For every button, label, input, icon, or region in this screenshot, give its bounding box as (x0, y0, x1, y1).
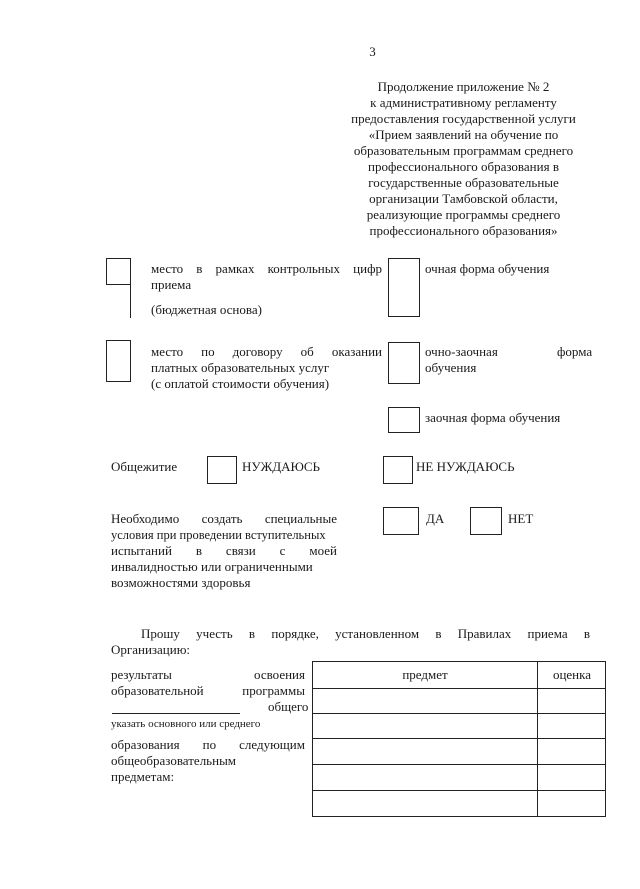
full-time-label: очная форма обучения (425, 261, 550, 276)
paid-label: место по договору об оказании (151, 344, 382, 359)
special-conditions-text-4: инвалидностью или ограниченными (111, 559, 313, 574)
budget-checkbox[interactable] (106, 258, 131, 285)
subjects-table (312, 661, 606, 817)
results-text-5: общеобразовательным (111, 753, 237, 768)
special-conditions-text-2: условия при проведении вступительных (111, 528, 326, 542)
special-no-checkbox[interactable] (470, 507, 502, 535)
level-blank-line[interactable] (112, 713, 240, 714)
special-conditions-text-5: возможностями здоровья (111, 575, 251, 590)
dormitory-need-label: НУЖДАЮСЬ (242, 459, 320, 474)
budget-note: (бюджетная основа) (151, 302, 262, 317)
header-line: Продолжение приложение № 2 (377, 79, 550, 94)
results-text-1: результаты освоения (111, 667, 305, 682)
header-line: профессионального образования в (368, 159, 559, 174)
extramural-checkbox[interactable] (388, 407, 420, 433)
appendix-header (320, 79, 607, 239)
special-no-label: НЕТ (508, 511, 534, 526)
table-row (313, 738, 605, 764)
budget-label: место в рамках контрольных цифр (151, 261, 382, 276)
header-line: к административному регламенту (370, 95, 557, 110)
part-time-label: очно-заочная (425, 344, 498, 359)
special-yes-label: ДА (426, 511, 445, 526)
results-text-2: образовательной программы (111, 683, 305, 698)
budget-checkbox-line (130, 284, 131, 318)
paid-note: (с оплатой стоимости обучения) (151, 376, 330, 391)
full-time-checkbox-extension (388, 285, 420, 317)
dormitory-no-need-label: НЕ НУЖДАЮСЬ (416, 459, 515, 474)
full-time-checkbox[interactable] (388, 258, 420, 286)
table-row (313, 688, 605, 714)
special-conditions-text: Необходимо создать специальные (111, 511, 337, 526)
header-line: государственные образовательные (368, 175, 559, 190)
table-row (313, 713, 605, 739)
subject-column-header: предмет (402, 667, 448, 682)
header-line: предоставления государственной услуги (351, 111, 576, 126)
table-row (313, 790, 605, 817)
results-text-3: общего (268, 699, 309, 714)
special-yes-checkbox[interactable] (383, 507, 419, 535)
level-hint: указать основного или среднего (111, 718, 261, 730)
paid-checkbox[interactable] (106, 340, 131, 382)
paid-label-cont: платных образовательных услуг (151, 360, 330, 375)
page-number: 3 (369, 44, 376, 59)
dormitory-no-need-checkbox[interactable] (383, 456, 413, 484)
part-time-checkbox[interactable] (388, 342, 420, 384)
header-line: реализующие программы среднего (366, 207, 561, 222)
header-line: «Прием заявлений на обучение по (368, 127, 559, 142)
special-conditions-text-3: испытаний в связи с моей (111, 543, 337, 558)
grade-column-header: оценка (552, 667, 592, 682)
request-text: Прошу учесть в порядке, установленном в Правилах приема в (141, 626, 590, 641)
part-time-label-form: форма (557, 344, 593, 359)
dormitory-need-checkbox[interactable] (207, 456, 237, 484)
header-line: организации Тамбовской области, (369, 191, 558, 206)
results-text-4: образования по следующим (111, 737, 305, 752)
header-line: профессионального образования» (369, 223, 558, 238)
budget-label-cont: приема (151, 277, 192, 292)
dormitory-label: Общежитие (111, 459, 178, 474)
table-row (313, 764, 605, 790)
extramural-label: заочная форма обучения (425, 410, 561, 425)
results-text-6: предметам: (111, 769, 175, 784)
part-time-label-cont: обучения (425, 360, 477, 375)
header-line: образовательным программам среднего (353, 143, 574, 158)
request-text-cont: Организацию: (111, 642, 191, 657)
